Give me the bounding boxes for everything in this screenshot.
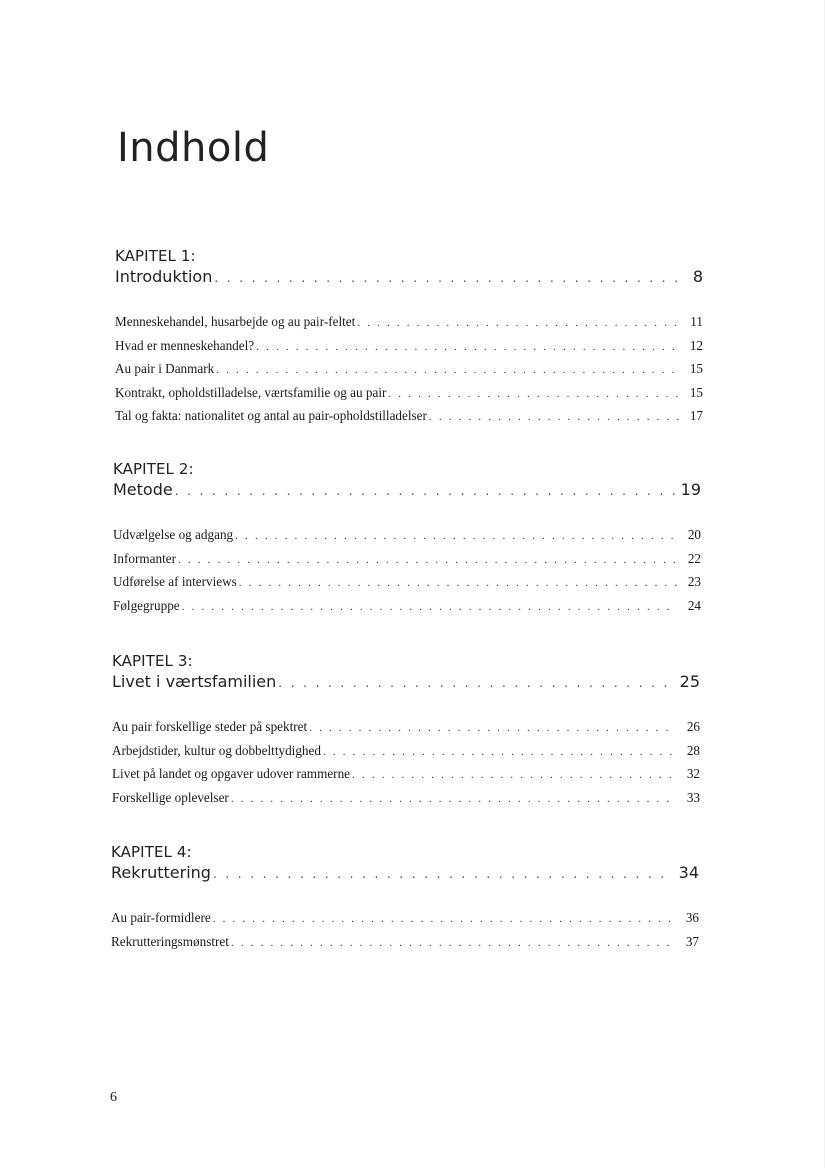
section-title: Hvad er menneskehandel? <box>115 337 255 353</box>
chapter-page-number: 19 <box>680 480 701 499</box>
toc-entry[interactable] <box>112 740 700 764</box>
dot-leader <box>239 573 677 595</box>
section-page-number: 33 <box>686 789 700 805</box>
section-page-number: 12 <box>689 337 703 353</box>
section-page-number: 11 <box>690 314 703 329</box>
section-title: Arbejdstider, kultur og dobbelttydighed <box>112 742 321 758</box>
dot-leader <box>214 267 679 289</box>
dot-leader <box>388 384 679 406</box>
dot-leader <box>352 765 676 787</box>
section-title: Au pair-formidlere <box>111 910 211 925</box>
page-title: Indhold <box>117 125 270 171</box>
section-page-number: 28 <box>686 742 700 758</box>
dot-leader <box>357 313 679 335</box>
section-page-number: 20 <box>687 527 701 542</box>
section-title: Menneskehandel, husarbejde og au pair-feltet <box>115 314 356 329</box>
chapter-label: KAPITEL 4: <box>111 843 192 861</box>
dot-leader <box>235 526 677 548</box>
section-page-number: 36 <box>685 910 699 925</box>
section-title: Udførelse af interviews <box>113 574 237 589</box>
dot-leader <box>323 742 676 764</box>
section-title: Kontrakt, opholdstilladelse, værtsfamilie og au pair <box>115 384 387 400</box>
section-page-number: 37 <box>685 933 699 949</box>
section-title: Livet på landet og opgaver udover rammerne <box>112 766 351 781</box>
chapter-title: Livet i værtsfamilien <box>112 672 277 691</box>
chapter-title: Rekruttering <box>111 863 211 882</box>
chapter-title-row[interactable] <box>111 862 699 885</box>
section-page-number: 26 <box>686 719 700 734</box>
dot-leader <box>231 789 676 811</box>
section-title: Tal og fakta: nationalitet og antal au pair-opholdstilladelser <box>115 408 427 423</box>
chapter-title-row[interactable] <box>112 671 700 694</box>
chapter-title-row[interactable] <box>115 266 703 289</box>
chapter-page-number: 25 <box>679 672 700 691</box>
chapter-3 <box>112 651 700 810</box>
chapter-page-number: 8 <box>692 267 703 286</box>
section-title: Au pair i Danmark <box>115 361 215 376</box>
chapter-1 <box>115 246 703 429</box>
dot-leader <box>182 597 677 619</box>
section-page-number: 24 <box>687 597 701 613</box>
toc-entry[interactable] <box>113 524 701 548</box>
toc-entry[interactable] <box>112 787 700 811</box>
chapter-title-row[interactable] <box>113 479 701 502</box>
toc-entry[interactable] <box>112 716 700 740</box>
toc-entry[interactable] <box>112 763 700 787</box>
chapter-page-number: 34 <box>678 863 699 882</box>
toc-entry[interactable] <box>111 907 699 931</box>
chapter-label: KAPITEL 2: <box>113 460 194 478</box>
section-title: Følgegruppe <box>113 597 180 613</box>
chapter-label: KAPITEL 3: <box>112 652 193 670</box>
toc-entry[interactable] <box>115 311 703 335</box>
toc-entry[interactable] <box>113 595 701 619</box>
dot-leader <box>278 672 673 694</box>
dot-leader <box>429 407 679 429</box>
chapter-title: Introduktion <box>115 267 213 286</box>
toc-entry[interactable] <box>115 335 703 359</box>
toc-entry[interactable] <box>115 405 703 429</box>
chapter-2 <box>113 459 701 618</box>
section-page-number: 17 <box>689 408 703 423</box>
dot-leader <box>216 360 679 382</box>
dot-leader <box>178 550 677 572</box>
section-list <box>113 524 701 618</box>
dot-leader <box>231 933 675 955</box>
toc-entry[interactable] <box>111 931 699 955</box>
section-title: Udvælgelse og adgang <box>113 527 234 542</box>
chapter-title: Metode <box>113 480 173 499</box>
toc-entry[interactable] <box>115 382 703 406</box>
dot-leader <box>309 718 676 740</box>
dot-leader <box>175 480 675 502</box>
page-number: 6 <box>110 1090 117 1105</box>
section-title: Informanter <box>113 550 176 566</box>
section-page-number: 15 <box>689 384 703 400</box>
toc-entry[interactable] <box>113 548 701 572</box>
section-page-number: 32 <box>686 766 700 781</box>
section-page-number: 15 <box>689 361 703 376</box>
section-title: Forskellige oplevelser <box>112 789 229 805</box>
chapter-label: KAPITEL 1: <box>115 247 196 265</box>
section-page-number: 23 <box>687 574 701 589</box>
chapter-4 <box>111 842 699 954</box>
section-list <box>115 311 703 429</box>
toc-entry[interactable] <box>113 571 701 595</box>
section-page-number: 22 <box>687 550 701 566</box>
section-title: Rekrutteringsmønstret <box>111 933 229 949</box>
section-title: Au pair forskellige steder på spektret <box>112 719 308 734</box>
toc-entry[interactable] <box>115 358 703 382</box>
section-list <box>111 907 699 954</box>
section-list <box>112 716 700 810</box>
dot-leader <box>213 863 673 885</box>
dot-leader <box>213 909 675 931</box>
dot-leader <box>256 337 679 359</box>
